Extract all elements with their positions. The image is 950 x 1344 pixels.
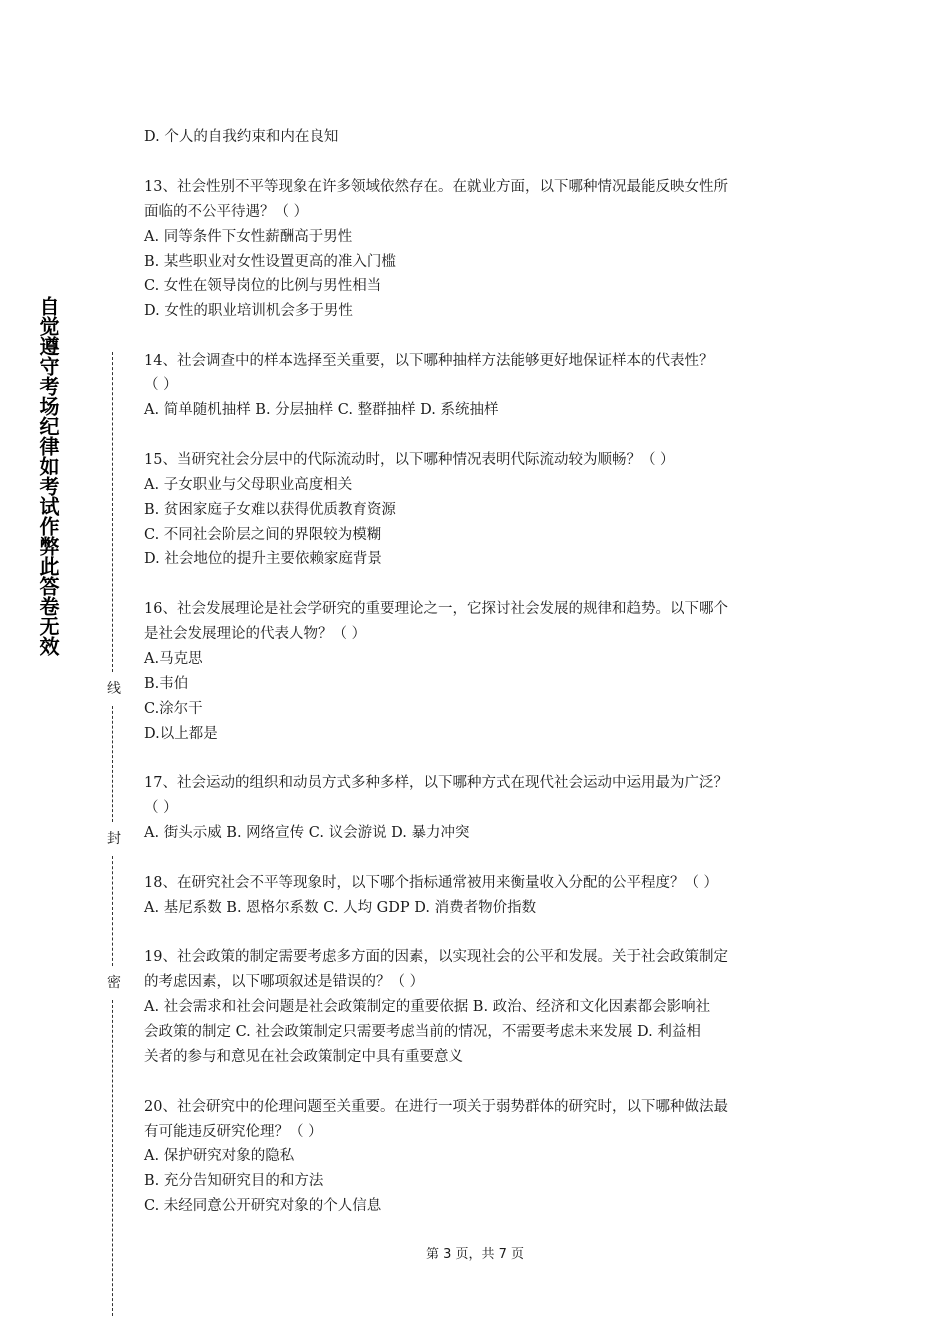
question-15: 15、当研究社会分层中的代际流动时，以下哪种情况表明代际流动较为顺畅？（ ）: [144, 452, 675, 468]
option-c: C. 不同社会阶层之间的界限较为模糊: [144, 527, 382, 543]
option-b: B. 贫困家庭子女难以获得优质教育资源: [144, 502, 396, 518]
question-17-options: A. 街头示威 B. 网络宣传 C. 议会游说 D. 暴力冲突: [144, 825, 470, 841]
question-13: 13、社会性别不平等现象在许多领域依然存在。在就业方面，以下哪种情况最能反映女性所: [144, 179, 728, 195]
page-number: 第 3 页，共 7 页: [425, 1247, 525, 1262]
question-20-cont: 有可能违反研究伦理？（ ）: [144, 1124, 323, 1140]
question-18-options: A. 基尼系数 B. 恩格尔系数 C. 人均 GDP D. 消费者物价指数: [144, 900, 537, 916]
question-19-cont: 的考虑因素，以下哪项叙述是错误的？（ ）: [144, 974, 425, 990]
question-18: 18、在研究社会不平等现象时，以下哪个指标通常被用来衡量收入分配的公平程度？（ ）: [144, 875, 719, 891]
option-b: B. 某些职业对女性设置更高的准入门槛: [144, 254, 396, 270]
question-17: 17、社会运动的组织和动员方式多种多样，以下哪种方式在现代社会运动中运用最为广泛？: [144, 775, 728, 791]
option-d: D. 女性的职业培训机会多于男性: [144, 303, 353, 319]
question-17-cont: （ ）: [144, 800, 178, 816]
question-14: 14、社会调查中的样本选择至关重要，以下哪种抽样方法能够更好地保证样本的代表性？: [144, 353, 714, 369]
seal-label-secret: 密: [104, 974, 124, 992]
option-b: B. 充分告知研究目的和方法: [144, 1173, 324, 1189]
option-c: C. 未经同意公开研究对象的个人信息: [144, 1198, 382, 1214]
binding-dashed-line: [112, 352, 113, 672]
question-19-options-cont: 关者的参与和意见在社会政策制定中具有重要意义: [144, 1049, 463, 1065]
question-16-cont: 是社会发展理论的代表人物？（ ）: [144, 626, 367, 642]
option-d: D. 个人的自我约束和内在良知: [144, 129, 339, 145]
seal-label-seal: 封: [104, 830, 124, 848]
option-a: A. 保护研究对象的隐私: [144, 1148, 295, 1164]
question-19-options: A. 社会需求和社会问题是社会政策制定的重要依据 B. 政治、经济和文化因素都会影响社: [144, 999, 711, 1015]
question-14-options: A. 简单随机抽样 B. 分层抽样 C. 整群抽样 D. 系统抽样: [144, 402, 499, 418]
question-20: 20、社会研究中的伦理问题至关重要。在进行一项关于弱势群体的研究时，以下哪种做法最: [144, 1099, 728, 1115]
question-13-cont: 面临的不公平待遇？（ ）: [144, 204, 309, 220]
option-b: B.韦伯: [144, 676, 189, 692]
binding-dashed-line: [112, 1000, 113, 1316]
option-c: C.涂尔干: [144, 701, 203, 717]
seal-label-line: 线: [104, 680, 124, 698]
question-19-options-cont: 会政策的制定 C. 社会政策制定只需要考虑当前的情况，不需要考虑未来发展 D. 利益相: [144, 1024, 701, 1040]
question-16: 16、社会发展理论是社会学研究的重要理论之一，它探讨社会发展的规律和趋势。以下哪个: [144, 601, 728, 617]
exam-discipline-notice: 自觉遵守考场纪律如考试作弊此答卷无效: [36, 296, 60, 656]
option-d: D. 社会地位的提升主要依赖家庭背景: [144, 551, 382, 567]
option-a: A. 子女职业与父母职业高度相关: [144, 477, 353, 493]
option-a: A.马克思: [144, 651, 203, 667]
binding-dashed-line: [112, 856, 113, 966]
question-19: 19、社会政策的制定需要考虑多方面的因素，以实现社会的公平和发展。关于社会政策制定: [144, 949, 728, 965]
question-14-cont: （ ）: [144, 377, 178, 393]
option-a: A. 同等条件下女性薪酬高于男性: [144, 229, 353, 245]
binding-dashed-line: [112, 706, 113, 822]
option-d: D.以上都是: [144, 726, 218, 742]
option-c: C. 女性在领导岗位的比例与男性相当: [144, 278, 382, 294]
